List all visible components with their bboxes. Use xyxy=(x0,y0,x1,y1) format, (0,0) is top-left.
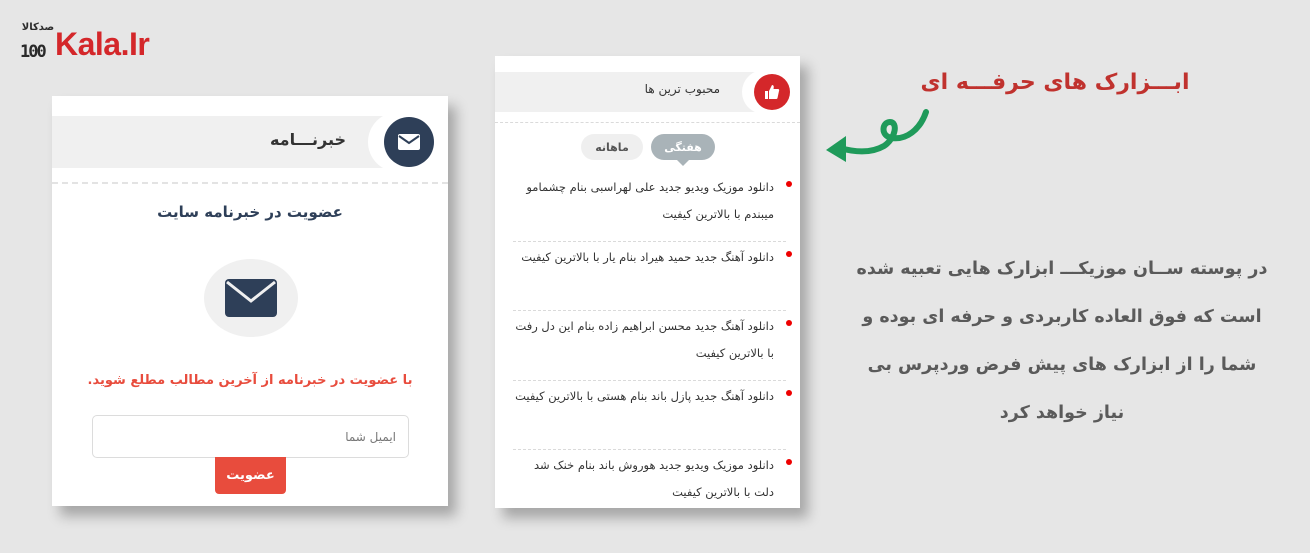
email-input[interactable] xyxy=(92,415,409,458)
tab-monthly[interactable]: ماهانه xyxy=(581,134,643,160)
bullet-dot-icon xyxy=(786,390,792,396)
newsletter-note: با عضویت در خبرنامه از آخرین مطالب مطلع شوید. xyxy=(87,373,413,388)
tab-weekly[interactable]: هفتگی xyxy=(651,134,715,160)
newsletter-widget xyxy=(52,96,448,506)
newsletter-title: خبرنـــامه xyxy=(269,130,346,149)
period-tabs xyxy=(581,134,715,160)
logo-brand: Kala.Ir xyxy=(55,26,150,62)
list-item xyxy=(513,242,786,312)
site-logo[interactable] xyxy=(18,22,168,62)
list-item xyxy=(513,381,786,451)
curly-arrow-icon xyxy=(824,108,932,168)
feature-title: ابـــزارک های حرفـــه ای xyxy=(920,70,1190,95)
popular-title: محبوب ترین ها xyxy=(644,82,720,96)
logo-number: 100 xyxy=(20,42,45,62)
post-link[interactable]: دانلود موزیک ویدیو جدید هوروش باند بنام خنک شد دلت با بالاترین کیفیت xyxy=(533,458,774,499)
envelope-large-icon xyxy=(204,259,298,337)
divider xyxy=(52,182,448,184)
list-item xyxy=(513,172,786,242)
post-list xyxy=(513,172,786,520)
post-link[interactable]: دانلود موزیک ویدیو جدید علی لهراسبی بنام چشمامو میبندم با بالاترین کیفیت xyxy=(526,180,774,221)
newsletter-subtitle: عضویت در خبرنامه سایت xyxy=(157,203,343,221)
subscribe-button[interactable]: عضویت xyxy=(215,457,286,494)
feature-description: در پوسته ســان موزیکـــ ابزارک هایی تعبیه شده است که فوق العاده کاربردی و حرفه ای بوده و شما را از ابزارک های پیش فرض وردپرس بی نیاز خواهد کرد xyxy=(856,259,1268,423)
newsletter-header xyxy=(52,116,448,168)
post-link[interactable]: دانلود آهنگ جدید محسن ابراهیم زاده بنام این دل رفت با بالاترین کیفیت xyxy=(515,319,774,360)
envelope-icon xyxy=(384,117,434,167)
divider xyxy=(495,122,800,123)
popular-widget xyxy=(495,56,800,508)
thumbs-up-icon xyxy=(754,74,790,110)
bullet-dot-icon xyxy=(786,320,792,326)
list-item xyxy=(513,311,786,381)
popular-header xyxy=(495,72,800,112)
post-link[interactable]: دانلود آهنگ جدید حمید هیراد بنام یار با بالاترین کیفیت xyxy=(521,249,774,264)
post-link[interactable]: دانلود آهنگ جدید پازل باند بنام هستی با بالاترین کیفیت xyxy=(515,388,774,403)
bullet-dot-icon xyxy=(786,251,792,257)
logo-persian-text: صدکالا xyxy=(21,22,55,33)
bullet-dot-icon xyxy=(786,181,792,187)
list-item xyxy=(513,450,786,520)
bullet-dot-icon xyxy=(786,459,792,465)
